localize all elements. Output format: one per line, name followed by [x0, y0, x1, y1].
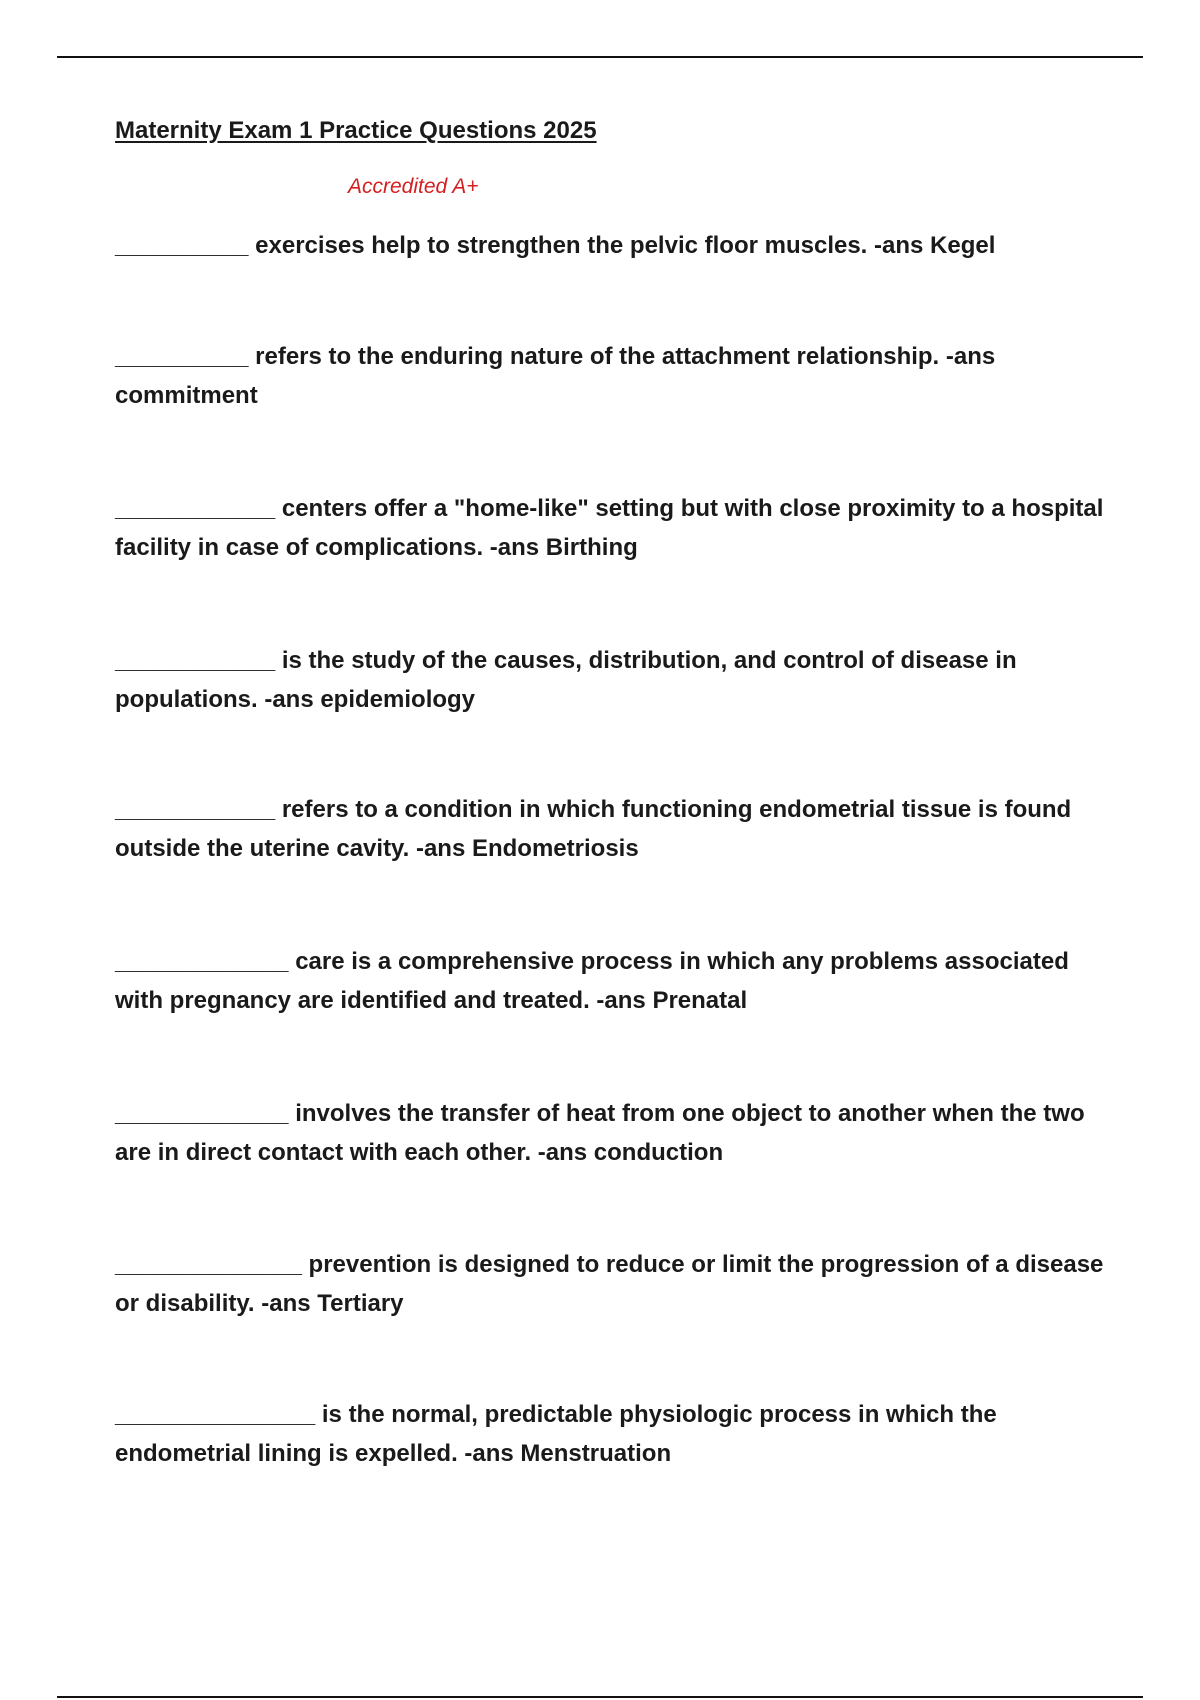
question-item: ______________ prevention is designed to reduce or limit the progression of a disease or disability. -ans Tertiary — [115, 1251, 1104, 1317]
bottom-divider — [57, 1696, 1143, 1698]
question-item: __________ refers to the enduring nature of the attachment relationship. -ans commitment — [115, 343, 996, 409]
question-item: _____________ involves the transfer of heat from one object to another when the two are in direct contact with each other. -ans conduction — [115, 1100, 1085, 1166]
question-item: ____________ centers offer a "home-like" setting but with close proximity to a hospital facility in case of complications. -ans Birthing — [115, 495, 1104, 561]
question-item: ____________ is the study of the causes, distribution, and control of disease in populations. -ans epidemiology — [115, 647, 1017, 713]
question-item: ____________ refers to a condition in which functioning endometrial tissue is found outside the uterine cavity. -ans Endometriosis — [115, 796, 1072, 862]
question-item: _____________ care is a comprehensive process in which any problems associated with pregnancy are identified and treated. -ans Prenatal — [115, 948, 1069, 1014]
document-title: Maternity Exam 1 Practice Questions 2025 — [115, 117, 597, 144]
question-item: __________ exercises help to strengthen the pelvic floor muscles. -ans Kegel — [115, 232, 996, 259]
accreditation-badge: Accredited A+ — [348, 175, 479, 198]
top-divider — [57, 56, 1143, 58]
question-item: _______________ is the normal, predictable physiologic process in which the endometrial lining is expelled. -ans Menstruation — [115, 1401, 997, 1467]
